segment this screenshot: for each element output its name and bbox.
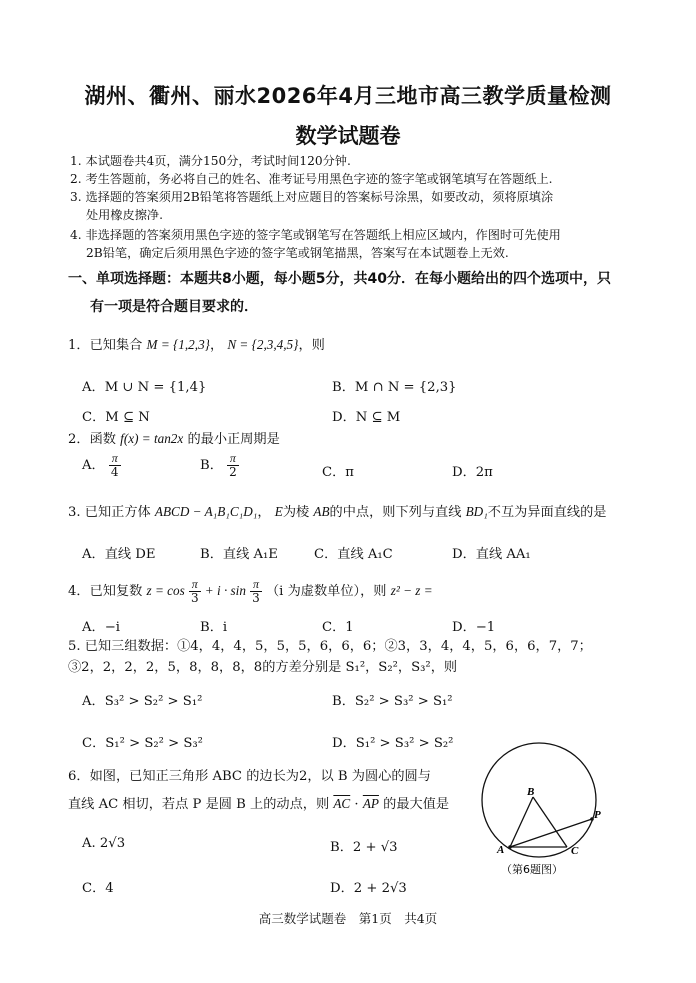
q6-line2-pre: 直线 AC 相切，若点 P 是圆 B 上的动点，则 <box>68 797 330 812</box>
instruction-4-cont: 2B铅笔，确定后须用黑色字迹的签字笔或钢笔描黑，答案写在本试题卷上无效. <box>86 246 509 260</box>
q4-stem-pre: 4．已知复数 <box>68 584 143 599</box>
q2-option-d: D．2π <box>452 465 493 480</box>
q2-b-label: B． <box>200 458 223 473</box>
q2-b-fraction <box>227 452 239 479</box>
instruction-3-cont: 处用橡皮擦净. <box>86 208 163 222</box>
q1-option-d: D．N ⊆ M <box>332 410 401 425</box>
q5-option-a: A．S₃² > S₂² > S₁² <box>82 694 203 709</box>
q4-f2-num: π <box>250 578 262 592</box>
circle-b <box>482 743 596 857</box>
q6-option-c: C．4 <box>82 881 114 896</box>
q3-cube: ABCD − A₁B₁C₁D₁ <box>154 504 258 519</box>
q1-sep: ， <box>209 338 224 353</box>
q4-f1-den: 3 <box>190 591 199 605</box>
page-title: 湖州、衢州、丽水2026年4月三地市高三教学质量检测 <box>84 84 612 108</box>
q3-point-e: E <box>274 504 283 519</box>
q2-function: f(x) = tan2x <box>120 431 184 446</box>
instruction-2: 2. 考生答题前，务必将自己的姓名、准考证号用黑色字迹的签字笔或钢笔填写在答题纸上. <box>70 172 553 186</box>
q3-option-c: C．直线 A₁C <box>314 547 393 562</box>
q6-option-d: D．2 + 2√3 <box>330 881 407 896</box>
q2-option-a <box>82 452 121 479</box>
instruction-3: 3. 选择题的答案须用2B铅笔将答题纸上对应题目的答案标号涂黑，如要改动，须将原填涂 <box>70 190 554 204</box>
q4-f1-num: π <box>189 578 201 592</box>
q2-b-num: π <box>227 452 239 466</box>
q5-option-b: B．S₂² > S₃² > S₁² <box>332 694 453 709</box>
question-1-stem <box>68 334 325 353</box>
q1-option-b: B．M ∩ N = {2,3} <box>332 380 457 395</box>
q1-option-c: C．M ⊆ N <box>82 410 150 425</box>
q1-option-a: A．M ∪ N = {1,4} <box>82 380 207 395</box>
question-2-stem <box>68 428 280 447</box>
question-5-line-2: ③2，2，2，2，5，8，8，8，8的方差分别是 S₁²，S₂²，S₃²，则 <box>68 660 458 675</box>
question-4-stem <box>68 578 433 605</box>
question-6-line-2 <box>68 793 449 812</box>
q1-stem-post: ，则 <box>298 338 325 353</box>
instruction-1: 1. 本试题卷共4页，满分150分，考试时间120分钟. <box>70 154 351 168</box>
q4-expression: z² − z = <box>390 583 433 598</box>
q6-dot: · <box>354 797 359 812</box>
side-bc <box>533 797 567 847</box>
question-6-line-1: 6．如图，已知正三角形 ABC 的边长为2，以 B 为圆心的圆与 <box>68 769 431 784</box>
q4-z-cos: z = cos <box>146 583 185 598</box>
page-footer: 高三数学试题卷 第1页 共4页 <box>258 911 438 926</box>
label-c: C <box>571 845 579 857</box>
q3-option-d: D．直线 AA₁ <box>452 547 531 562</box>
section-heading-cont: 有一项是符合题目要求的． <box>90 299 258 315</box>
q6-vector-ap: $\overline{AP}$ <box>362 796 379 811</box>
q4-f2-den: 3 <box>252 591 260 605</box>
q2-option-b <box>200 452 239 479</box>
q5-option-c: C．S₁² > S₂² > S₃² <box>82 736 203 751</box>
q4-option-d: D．−1 <box>452 620 496 635</box>
q4-option-c: C．1 <box>322 620 354 635</box>
q3-edge-ab: AB <box>313 504 330 519</box>
q1-stem-pre: 1．已知集合 <box>68 338 143 353</box>
instruction-4: 4. 非选择题的答案须用黑色字迹的签字笔或钢笔写在答题纸上相应区域内，作图时可先使用 <box>70 228 561 242</box>
q6-vector-ac: $\overline{AC}$ <box>333 796 351 811</box>
q3-mid3: 的中点，则下列与直线 <box>329 505 462 520</box>
q1-set-n: N = {2,3,4,5} <box>227 337 299 352</box>
q2-b-den: 2 <box>229 465 237 479</box>
q3-option-a: A．直线 DE <box>82 547 156 562</box>
q3-option-b: B．直线 A₁E <box>200 547 278 562</box>
q3-stem-post: 不互为异面直线的是 <box>487 505 607 520</box>
q3-line-bd1: BD₁ <box>465 504 488 519</box>
question-3-stem <box>68 501 606 520</box>
q6-line2-post: 的最大值是 <box>383 797 450 812</box>
q2-option-c: C．π <box>322 465 354 480</box>
q5-option-d: D．S₁² > S₃² > S₂² <box>332 736 454 751</box>
q4-note: （i 为虚数单位），则 <box>265 584 387 599</box>
q2-a-num: π <box>109 452 121 466</box>
q2-stem-post: 的最小正周期是 <box>187 432 280 447</box>
q2-a-fraction <box>109 452 121 479</box>
q2-a-den: 4 <box>110 465 119 479</box>
q4-fraction-1 <box>189 578 201 605</box>
q3-mid2: 为棱 <box>282 505 310 520</box>
side-ab <box>510 797 533 847</box>
point-a <box>508 845 512 849</box>
question-5-line-1: 5. 已知三组数据：①4，4，4，5，5，5，6，6，6；②3，3，4，4，5，6，6，7，7； <box>68 639 592 654</box>
q6-option-b: B．2 + √3 <box>330 840 398 855</box>
q3-stem-pre: 3. 已知正方体 <box>68 505 151 520</box>
q6-figure <box>470 740 630 885</box>
q3-sep1: ， <box>257 505 271 520</box>
q2-a-label: A． <box>82 458 105 473</box>
q6-option-a: A. 2√3 <box>82 836 126 851</box>
section-heading: 一、单项选择题：本题共8小题，每小题5分，共40分．在每小题给出的四个选项中，只 <box>68 271 611 287</box>
q4-option-a: A．−i <box>82 620 120 635</box>
q2-stem-pre: 2．函数 <box>68 432 116 447</box>
label-a: A <box>497 844 505 856</box>
label-b: B <box>527 786 535 798</box>
page-subtitle: 数学试题卷 <box>295 124 401 148</box>
label-p: P <box>594 809 601 821</box>
q1-set-m: M = {1,2,3} <box>146 337 210 352</box>
figure-caption: （第6题图） <box>501 863 563 876</box>
q4-fraction-2 <box>250 578 262 605</box>
q4-i-sin: + i · sin <box>204 583 246 598</box>
q4-option-b: B．i <box>200 620 228 635</box>
